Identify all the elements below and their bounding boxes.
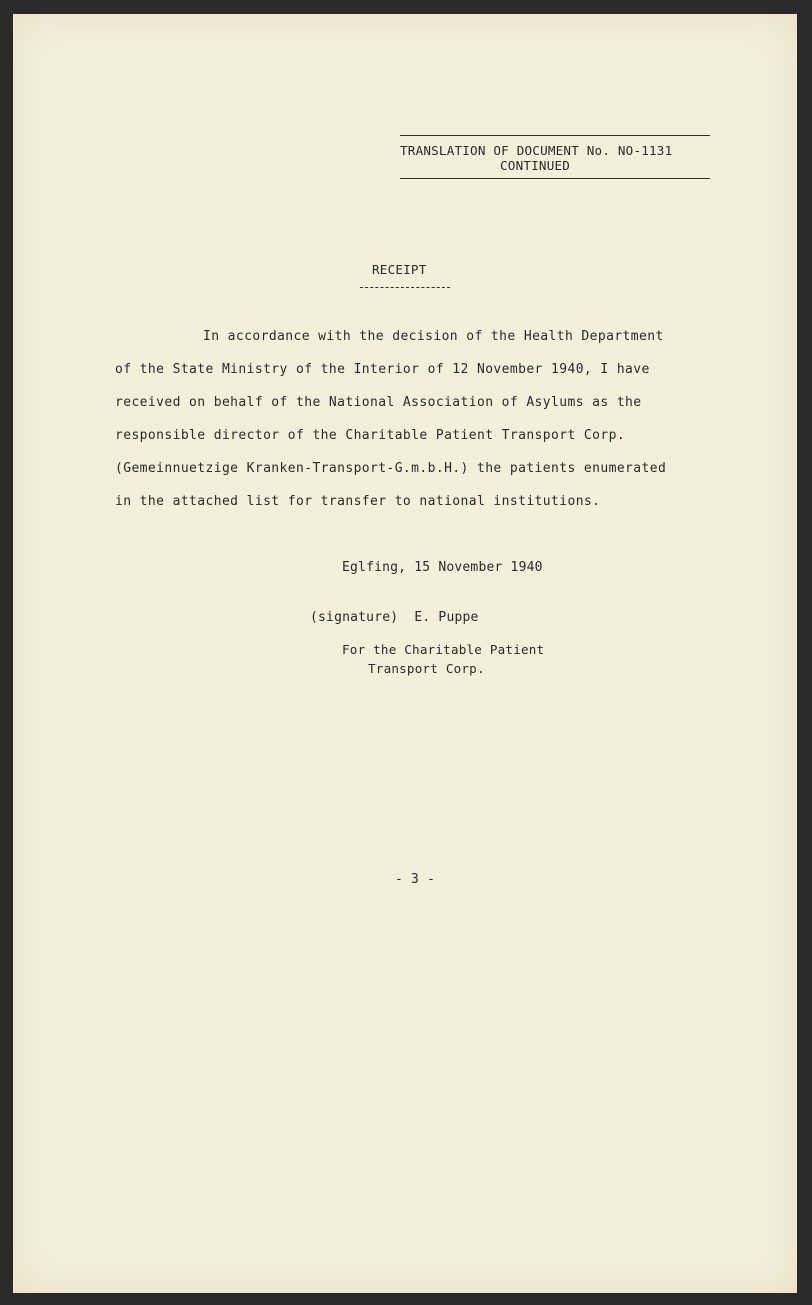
title-underline [360,287,450,288]
signatory-organization-line-2: Transport Corp. [368,661,485,676]
receipt-title: RECEIPT [372,262,427,277]
place-and-date: Eglfing, 15 November 1940 [342,560,543,575]
body-line-5: (Gemeinnuetzige Kranken-Transport-G.m.b.H.) the patients enumerated [115,461,667,476]
body-line-3: received on behalf of the National Association of Asylums as the [115,395,642,410]
document-page [13,14,797,1293]
signatory-organization-line-1: For the Charitable Patient [342,642,545,657]
body-line-4: responsible director of the Charitable Patient Transport Corp. [115,428,626,443]
document-header-continued: CONTINUED [500,158,571,173]
page-number: - 3 - [395,872,436,887]
document-header-title: TRANSLATION OF DOCUMENT No. NO-1131 [400,143,673,158]
header-bottom-rule [400,178,710,179]
body-line-2: of the State Ministry of the Interior of 12 November 1940, I have [115,362,650,377]
body-line-1: In accordance with the decision of the Health Department [203,329,664,344]
body-line-6: in the attached list for transfer to national institutions. [115,494,601,509]
signature-line: (signature) E. Puppe [310,610,479,625]
header-top-rule [400,135,710,136]
